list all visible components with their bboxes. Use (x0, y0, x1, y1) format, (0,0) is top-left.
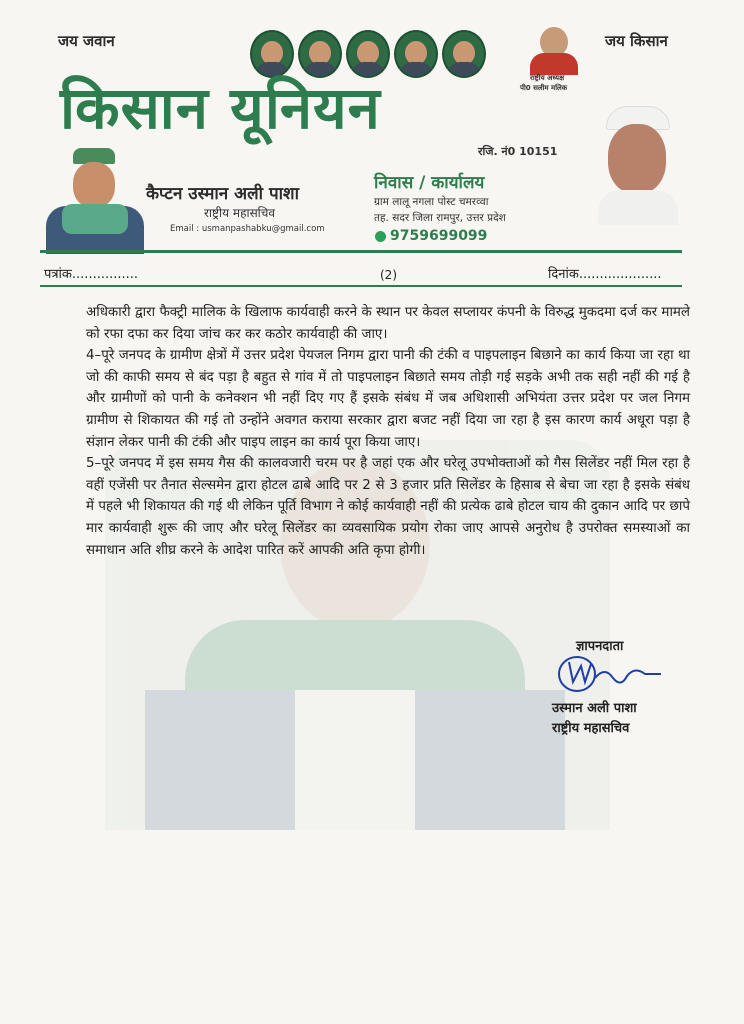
president-photo (528, 25, 580, 75)
secretary-photo (40, 148, 150, 254)
body-paragraph-1: अधिकारी द्वारा फैक्ट्री मालिक के खिलाफ कार्यवाही करने के स्थान पर केवल सप्लायर कंपनी के विरुद्ध मुकदमा दर्ज कर मामले को रफा दफा कर दिया जांच कर कर कठोर कार्यवाही की जाए। (86, 305, 690, 342)
handwritten-signature (555, 652, 665, 698)
office-heading: निवास / कार्यालय (374, 173, 485, 193)
president-caption-line1: राष्ट्रीय अध्यक्ष (530, 74, 565, 82)
meta-divider (40, 285, 682, 287)
email: Email : usmanpashabku@gmail.com (170, 224, 325, 234)
registration-number: रजि. नं0 10151 (478, 145, 558, 158)
whatsapp-icon (375, 231, 386, 242)
phone-number: 9759699099 (390, 228, 488, 244)
president-caption-line2: पी0 सलीम मलिक (520, 84, 568, 92)
letter-body (86, 302, 690, 561)
reference-label: पत्रांक................ (44, 267, 139, 282)
secretary-designation: राष्ट्रीय महासचिव (204, 206, 276, 220)
secretary-name: कैप्टन उस्मान अली पाशा (146, 184, 300, 204)
header-divider (40, 250, 682, 253)
signatory-name: उस्मान अली पाशा (552, 701, 637, 716)
page-number: (2) (380, 268, 397, 282)
body-paragraph-3: 5–पूरे जनपद में इस समय गैस की कालवजारी चरम पर है जहां एक और घरेलू उपभोक्ताओं को गैस सिलेंडर नहीं मिल रहा है वहीं एजेंसी पर तैनात सेल्समेन द्वारा होटल ढाबे आदि पर 2 से 3 हजार प्रति सिलेंडर के हिसाब से बेचा जा रहा है इसके संबंध में पहले भी शिकायत की गई थी लेकिन पूर्ति विभाग ने कोई कार्यवाही नहीं की प्रत्येक ढाबे होटल चाय की दुकान आदि पर छापे मार कार्यवाही शुरू की जाए और घरेलू सिलेंडर का व्यवसायिक प्रयोग रोका जाए आपसे अनुरोध है उपरोक्त समस्याओं का समाधान अति शीघ्र करने के आदेश पारित करें आपकी अति कृपा होगी। (86, 456, 690, 558)
slogan-right: जय किसान (605, 32, 668, 50)
address-line-2: तह. सदर जिला रामपुर, उत्तर प्रदेश (374, 212, 506, 224)
body-paragraph-2: 4–पूरे जनपद के ग्रामीण क्षेत्रों में उत्तर प्रदेश पेयजल निगम द्वारा पानी की टंकी व पाइपलाइन बिछाने का कार्य किया जा रहा था जो की काफी समय से बंद पड़ा है बहुत से गांव में तो पाइपलाइन बिछाते समय तोड़ी गई सड़के अभी तक सही नहीं की गई है और ग्रामीणों को पानी के कनेक्शन भी नहीं दिए गए हैं इसके संबंध में जब अधिशासी अभियंता उत्तर प्रदेश पर जल निगम ग्रामीण से शिकायत की गई तो उन्होंने अवगत कराया सरकार द्वारा बजट नहीं दिया जा रहा है इस कारण कार्य अधूरा पड़ा है संज्ञान लेकर पानी की टंकी और पाइप लाइन का कार्य पूरा किया जाए। (86, 348, 690, 450)
slogan-left: जय जवान (58, 32, 115, 50)
organization-title: किसान यूनियन (60, 74, 381, 142)
address-line-1: ग्राम लालू नगला पोस्ट चमरव्वा (374, 196, 489, 208)
signatory-designation: राष्ट्रीय महासचिव (552, 721, 630, 736)
leader-portrait-5 (442, 30, 486, 78)
signatory-label: ज्ञापनदाता (576, 639, 624, 654)
leader-portrait-4 (394, 30, 438, 78)
date-label: दिनांक.................... (548, 267, 662, 282)
elder-photo (590, 100, 690, 225)
